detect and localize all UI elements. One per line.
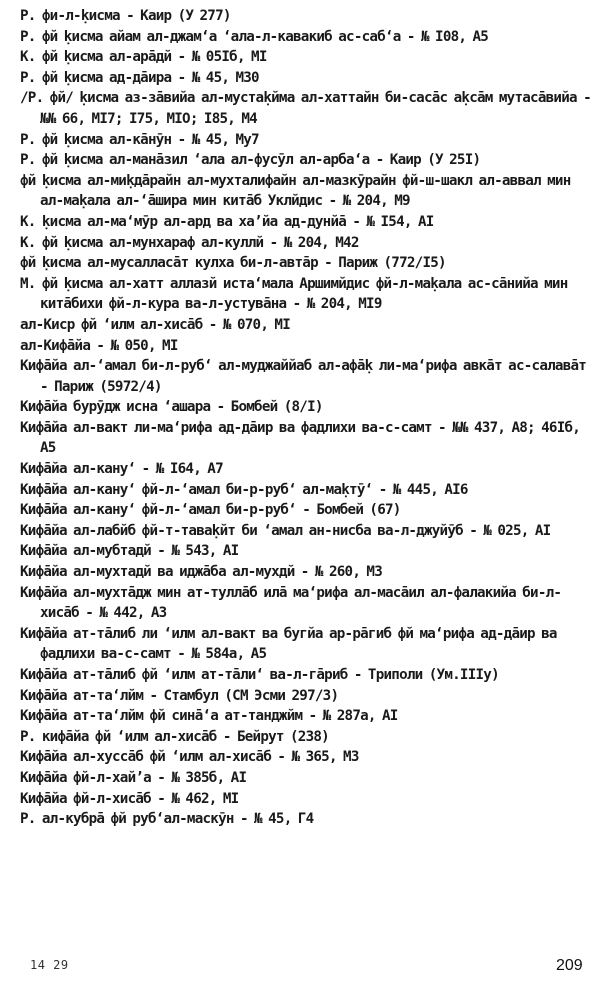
bibliography-list	[20, 6, 598, 830]
bibliography-entry: Кифāйа ал-кану‘ фй-л-‘амал би-р-руб‘ ал-маḳтӯ‘ - № 445, АI6	[20, 481, 468, 498]
bibliography-entry: К. фй ḳисма ал-мунхараф ал-куллй - № 204, М42	[20, 234, 359, 251]
bibliography-entry: Кифāйа ал-лабйб фй-т-таваḳйт би ‘амал ан-нисба ва-л-джуйӯб - № 025, АI	[20, 522, 551, 539]
bibliography-entry: Кифāйа ал-‘амал би-л-руб‘ ал-муджаййаб ал-афāḳ ли-ма‘рифа авкāт ас-салавāт - Париж (5972/4)	[20, 358, 587, 395]
bibliography-entry: К. фй ḳисма ал-арāдй - № 05Iб, МI	[20, 49, 267, 66]
bibliography-entry: Кифāйа бурӯдж исна ‘ашара - Бомбей (8/I)	[20, 399, 323, 416]
bibliography-entry: Кифāйа ал-мухтадй ва иджāба ал-мухдй - № 260, М3	[20, 564, 382, 581]
bibliography-entry: Р. кифāйа фй ‘илм ал-хисāб - Бейрут (238)	[20, 728, 329, 745]
bibliography-entry: Кифāйа ал-кану‘ фй-л-‘амал би-р-руб‘ - Бомбей (67)	[20, 502, 401, 519]
bibliography-entry: Кифāйа ат-та‘лйм - Стамбул (СМ Эсми 297/3)	[20, 687, 339, 704]
bibliography-entry: Р. ал-кубрā фй руб‘ал-маскӯн - № 45, Г4	[20, 811, 314, 828]
bibliography-entry: Р. фй ḳисма ал-кāнӯн - № 45, Му7	[20, 131, 259, 148]
bibliography-entry: ал-Кифāйа - № 050, МI	[20, 337, 178, 354]
page-number: 209	[556, 957, 583, 974]
bibliography-entry: Кифāйа ал-мухтāдж мин ат-туллāб илā ма‘рифа ал-масāил ал-фалакийа би-л-хисāб - № 442, А3	[20, 584, 562, 622]
bibliography-entry: Кифāйа ал-вакт ли-ма‘рифа ад-дāир ва фадлихи ва-с-самт - №№ 437, А8; 46Iб, А5	[20, 419, 581, 457]
bibliography-entry: Кифāйа ал-мубтадй - № 543, АI	[20, 543, 239, 560]
bibliography-entry: Р. фй ḳисма ад-дāира - № 45, М30	[20, 69, 259, 86]
bibliography-entry: /Р. фй/ ḳисма аз-зāвийа ал-мустаḳйма ал-хаттайн би-сасāс аḳсāм мутасāвийа - №№ 66, МI7; I75, МIО; I85, М4	[20, 90, 591, 127]
bibliography-entry: Кифāйа ат-тāлиб фй ‘илм ат-тāли‘ ва-л-гāриб - Триполи (Ум.IIIу)	[20, 667, 499, 683]
bibliography-entry: ал-Киср фй ‘илм ал-хисāб - № 070, МI	[20, 316, 290, 333]
bibliography-entry: К. ḳисма ал-ма‘мӯр ал-ард ва ха’йа ад-дунйā - № I54, АI	[20, 213, 434, 230]
bibliography-entry: Кифāйа фй-л-хай’а - № 385б, АI	[20, 769, 247, 786]
footer-code: 14 29	[30, 958, 69, 972]
bibliography-entry: фй ḳисма ал-миḳдāрайн ал-мухталифайн ал-мазкӯрайн фй-ш-шакл ал-аввал мин ал-маḳала ал-‘āшира мин китāб Уклйдис - № 204, М9	[20, 172, 571, 210]
bibliography-entry: Р. фи-л-ḳисма - Каир (У 277)	[20, 8, 231, 24]
bibliography-entry: Кифāйа ат-тāлиб ли ‘илм ал-вакт ва бугйа ар-рāгиб фй ма‘рифа ад-дāир ва фадлихи ва-с-самт - № 584а, А5	[20, 625, 557, 663]
bibliography-entry: Кифāйа ал-кану‘ - № I64, А7	[20, 461, 223, 478]
bibliography-entry: М. фй ḳисма ал-хатт аллазй иста‘мала Аршимйдис фй-л-маḳала ас-сāнийа мин китāбихи фй-л-кура ва-л-устувāна - № 204, МI9	[20, 275, 568, 313]
bibliography-entry: фй ḳисма ал-мусалласāт кулха би-л-автāр - Париж (772/I5)	[20, 255, 446, 272]
bibliography-entry: Р. фй ḳисма айам ал-джам‘а ‘ала-л-кавакиб ас-саб‘а - № I08, А5	[20, 28, 489, 45]
bibliography-entry: Кифāйа ат-та‘лйм фй синā‘а ат-танджйм - № 287а, АI	[20, 708, 398, 725]
bibliography-entry: Кифāйа ал-хуссāб фй ‘илм ал-хисāб - № 365, М3	[20, 749, 359, 766]
bibliography-entry: Р. фй ḳисма ал-манāзил ‘ала ал-фусӯл ал-арба‘а - Каир (У 25I)	[20, 152, 481, 169]
bibliography-entry: Кифāйа фй-л-хисāб - № 462, МI	[20, 790, 239, 807]
